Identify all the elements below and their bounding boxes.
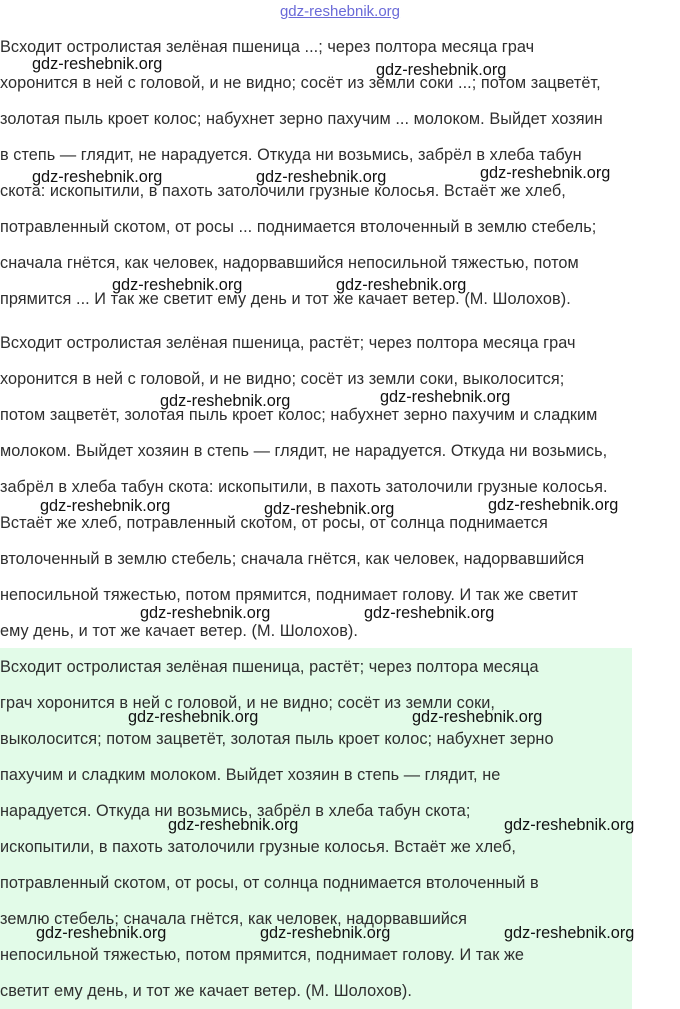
watermark: gdz-reshebnik.org [336,276,467,294]
watermark: gdz-reshebnik.org [260,924,391,942]
watermark: gdz-reshebnik.org [140,604,271,622]
answer-paragraph: Всходит остролистая зелёная пшеница, растёт; через полтора месяца грач хоронится в ней с головой, и не видно; сосёт из земли соки, выколосится; потом зацветёт, золотая пыль кроет колос; набухнет зерно пахучим и сладким молоком. Выйдет хозяин в степь — глядит, не нарадуется. Откуда ни возьмись, забрёл в хлеба табун скота: ископытили, в пахоть затолочили грузные колосья. Встаёт же хлеб, потравленный скотом, от росы, от солнца поднимается втолоченный в землю стебель; сначала гнётся, как человек, надорвавшийся непосильной тяжестью, потом прямится, поднимает голову. И так же светит ему день, и тот же качает ветер. (М. Шолохов). [0,334,608,640]
watermark: gdz-reshebnik.org [480,164,611,182]
highlighted-answer-paragraph: Всходит остролистая зелёная пшеница, растёт; через полтора месяца грач хоронится в ней с головой, и не видно; сосёт из земли соки, выколосится; потом зацветёт, золотая пыль кроет колос; набухнет зерно пахучим и сладким молоком. Выйдет хозяин в степь — глядит, не нарадуется. Откуда ни возьмись, забрёл в хлеба табун скота; ископытили, в пахоть затолочили грузные колосья. Встаёт же хлеб, потравленный скотом, от росы, от солнца поднимается втолоченный в землю стебель; сначала гнётся, как человек, надорвавшийся непосильной тяжестью, потом прямится, поднимает голову. И так же светит ему день, и тот же качает ветер. (М. Шолохов). [0,658,554,1000]
watermark: gdz-reshebnik.org [168,816,299,834]
watermark: gdz-reshebnik.org [160,392,291,410]
watermark: gdz-reshebnik.org [256,168,387,186]
watermark: gdz-reshebnik.org [504,924,635,942]
watermark: gdz-reshebnik.org [364,604,495,622]
watermark: gdz-reshebnik.org [488,496,619,514]
task-paragraph: Всходит остролистая зелёная пшеница ...; через полтора месяца грач хоронится в ней с головой, и не видно; сосёт из земли соки ...; потом зацветёт, золотая пыль кроет колос; набухнет зерно пахучим ... молоком. Выйдет хозяин в степь — глядит, не нарадуется. Откуда ни возьмись, забрёл в хлеба табун скота: ископытили, в пахоть затолочили грузные колосья. Встаёт же хлеб, потравленный скотом, от росы ... поднимается втолоченный в землю стебель; сначала гнётся, как человек, надорвавшийся непосильной тяжестью, потом прямится ... И так же светит ему день и тот же качает ветер. (М. Шолохов). [0,38,603,308]
watermark: gdz-reshebnik.org [264,500,395,518]
watermark: gdz-reshebnik.org [32,55,163,73]
watermark: gdz-reshebnik.org [376,61,507,79]
watermark: gdz-reshebnik.org [40,497,171,515]
watermark: gdz-reshebnik.org [504,816,635,834]
watermark: gdz-reshebnik.org [380,388,511,406]
watermark: gdz-reshebnik.org [36,924,167,942]
watermark: gdz-reshebnik.org [128,708,259,726]
site-header-link[interactable]: gdz-reshebnik.org [279,3,401,20]
watermark: gdz-reshebnik.org [412,708,543,726]
watermark: gdz-reshebnik.org [112,276,243,294]
watermark: gdz-reshebnik.org [32,168,163,186]
